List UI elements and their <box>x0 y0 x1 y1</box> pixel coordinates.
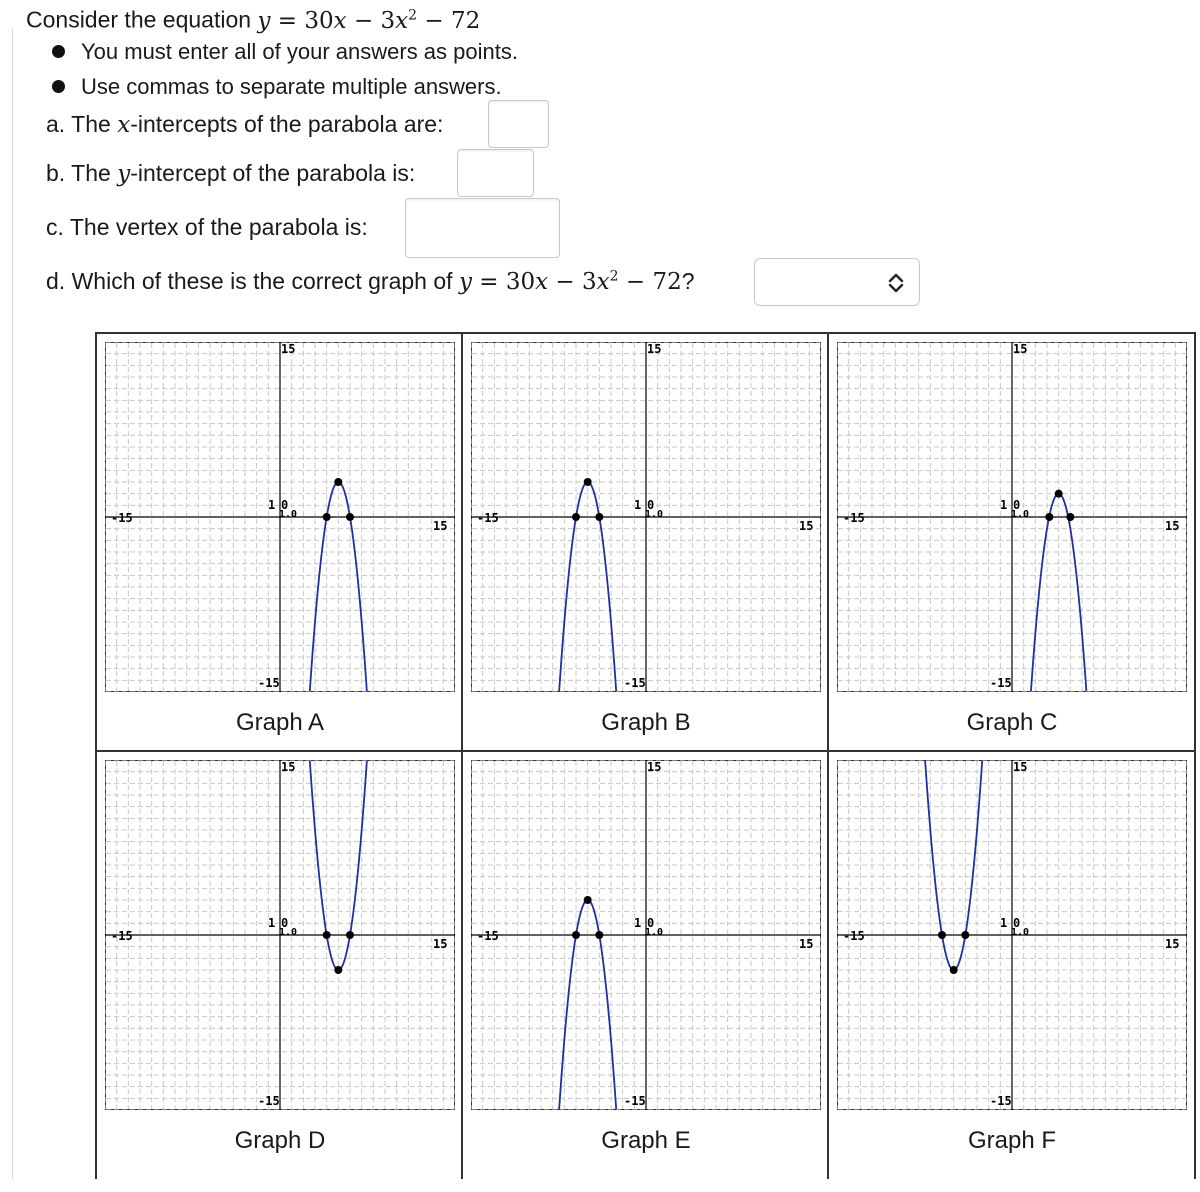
coordinate-plane <box>471 760 821 1110</box>
key-point <box>1055 490 1063 498</box>
y-tick-1-label: 1 <box>1000 916 1008 930</box>
part-d-equation <box>459 269 682 295</box>
eq-var-2: x <box>395 7 409 34</box>
graph-c-option[interactable] <box>829 334 1195 774</box>
coordinate-plane <box>471 342 821 692</box>
graph-b-option[interactable] <box>463 334 829 774</box>
coordinate-plane <box>837 760 1187 1110</box>
graph-options-table <box>95 332 1196 1179</box>
graph-d-option[interactable] <box>97 752 463 1192</box>
part-b-prompt <box>46 160 415 187</box>
eq-var-1: x <box>333 7 347 34</box>
part-d-eq-op-3: − <box>625 269 646 295</box>
y-intercept-answer-input[interactable] <box>457 149 534 197</box>
graph-caption: Graph C <box>966 709 1058 736</box>
up-down-chevron-icon <box>887 272 905 294</box>
part-d-eq-lhs: y <box>458 269 472 295</box>
x-axis-max-label: 15 <box>433 519 448 533</box>
x-axis-min-label: -15 <box>111 511 133 525</box>
x-axis-min-label: -15 <box>111 929 133 943</box>
key-point <box>938 931 946 939</box>
key-point <box>950 966 958 974</box>
part-d-letter: d. <box>46 268 66 294</box>
part-c-text: The vertex of the parabola is: <box>69 214 368 240</box>
key-point <box>595 513 603 521</box>
key-point <box>334 478 342 486</box>
y-tick-1-label: 1 <box>1000 498 1008 512</box>
instructions-list <box>52 34 518 104</box>
x-tick-0-label: 0 <box>281 916 289 930</box>
graph-f-option[interactable] <box>829 752 1195 1192</box>
coordinate-plane <box>105 342 455 692</box>
part-a-text-after: -intercepts of the parabola are: <box>130 111 444 137</box>
key-point <box>323 931 331 939</box>
y-axis-max-label: 15 <box>281 342 296 356</box>
y-axis-min-label: -15 <box>990 1094 1012 1108</box>
x-axis-min-label: -15 <box>843 929 865 943</box>
x-axis-max-label: 15 <box>1165 519 1180 533</box>
part-a-prompt <box>46 111 443 138</box>
part-d-eq-coef-3: 72 <box>652 269 682 295</box>
x-axis-min-label: -15 <box>477 929 499 943</box>
part-d-prompt <box>46 268 695 295</box>
eq-coef-2: 3 <box>380 7 396 34</box>
eq-op-2: − <box>353 7 374 34</box>
tick-1-0-label: 1.0 <box>645 509 664 520</box>
part-c-letter: c. <box>46 214 64 240</box>
y-axis-max-label: 15 <box>647 342 662 356</box>
key-point <box>572 513 580 521</box>
eq-coef-3: 72 <box>450 7 481 34</box>
key-point <box>346 513 354 521</box>
y-axis-min-label: -15 <box>624 676 646 690</box>
key-point <box>595 931 603 939</box>
tick-1-0-label: 1.0 <box>279 927 298 938</box>
y-axis-min-label: -15 <box>258 676 280 690</box>
eq-op-1: = <box>277 7 298 34</box>
part-d-eq-coef-1: 30 <box>505 269 536 295</box>
x-axis-max-label: 15 <box>433 937 448 951</box>
coordinate-plane <box>837 342 1187 692</box>
part-d-eq-var-2: x <box>596 269 610 295</box>
graph-caption: Graph A <box>235 709 325 736</box>
instruction-item: You must enter all of your answers as points. <box>52 34 518 69</box>
x-axis-max-label: 15 <box>799 519 814 533</box>
coordinate-plane <box>105 760 455 1110</box>
key-point <box>346 931 354 939</box>
part-d-text: Which of these is the correct graph of <box>71 268 459 294</box>
key-point <box>1045 513 1053 521</box>
graph-caption: Graph E <box>601 1127 691 1154</box>
intro-text: Consider the equation <box>26 6 252 33</box>
part-a-text: The <box>71 111 118 137</box>
part-d-eq-exp-2: 2 <box>609 268 619 285</box>
x-tick-0-label: 0 <box>647 498 655 512</box>
key-point <box>334 966 342 974</box>
key-point <box>1066 513 1074 521</box>
y-axis-max-label: 15 <box>647 760 662 774</box>
graph-choice-select[interactable] <box>754 258 920 306</box>
graph-a-option[interactable] <box>97 334 463 774</box>
y-axis-max-label: 15 <box>1013 760 1028 774</box>
y-axis-min-label: -15 <box>624 1094 646 1108</box>
x-tick-0-label: 0 <box>1013 916 1021 930</box>
eq-lhs: y <box>257 7 271 34</box>
x-axis-min-label: -15 <box>843 511 865 525</box>
tick-1-0-label: 1.0 <box>1011 927 1030 938</box>
part-b-var: y <box>117 161 131 187</box>
graph-caption: Graph D <box>234 1127 326 1154</box>
tick-1-0-label: 1.0 <box>1011 509 1030 520</box>
x-axis-max-label: 15 <box>1165 937 1180 951</box>
graph-caption: Graph F <box>967 1127 1057 1154</box>
instruction-item: Use commas to separate multiple answers. <box>52 69 518 104</box>
equation <box>257 8 480 34</box>
x-axis-min-label: -15 <box>477 511 499 525</box>
x-tick-0-label: 0 <box>647 916 655 930</box>
x-tick-0-label: 0 <box>1013 498 1021 512</box>
graph-caption: Graph B <box>601 709 691 736</box>
vertex-answer-input[interactable] <box>405 198 560 258</box>
y-tick-1-label: 1 <box>634 916 642 930</box>
eq-exp-2: 2 <box>408 7 418 23</box>
part-a-var: x <box>117 112 131 138</box>
tick-1-0-label: 1.0 <box>279 509 298 520</box>
key-point <box>584 896 592 904</box>
graph-e-option[interactable] <box>463 752 829 1192</box>
y-axis-min-label: -15 <box>990 676 1012 690</box>
part-c-prompt <box>46 214 368 241</box>
part-d-eq-coef-2: 3 <box>582 269 597 295</box>
y-axis-max-label: 15 <box>281 760 296 774</box>
y-axis-min-label: -15 <box>258 1094 280 1108</box>
eq-coef-1: 30 <box>304 7 334 34</box>
content-left-border <box>12 28 13 1179</box>
part-b-letter: b. <box>46 160 66 186</box>
part-a-letter: a. <box>46 111 66 137</box>
part-b-text: The <box>71 160 118 186</box>
part-b-text-after: -intercept of the parabola is: <box>130 160 416 186</box>
y-tick-1-label: 1 <box>268 498 276 512</box>
part-d-eq-op-2: − <box>555 269 575 295</box>
key-point <box>961 931 969 939</box>
y-tick-1-label: 1 <box>268 916 276 930</box>
x-tick-0-label: 0 <box>281 498 289 512</box>
tick-1-0-label: 1.0 <box>645 927 664 938</box>
key-point <box>323 513 331 521</box>
y-axis-max-label: 15 <box>1013 342 1028 356</box>
part-d-eq-var-1: x <box>535 269 549 295</box>
key-point <box>584 478 592 486</box>
question-intro <box>26 0 480 36</box>
eq-op-3: − <box>424 7 444 34</box>
part-d-eq-op-1: = <box>479 269 499 295</box>
part-d-qmark: ? <box>681 268 695 294</box>
x-intercepts-answer-input[interactable] <box>488 100 549 148</box>
x-axis-max-label: 15 <box>799 937 814 951</box>
key-point <box>572 931 580 939</box>
y-tick-1-label: 1 <box>634 498 642 512</box>
